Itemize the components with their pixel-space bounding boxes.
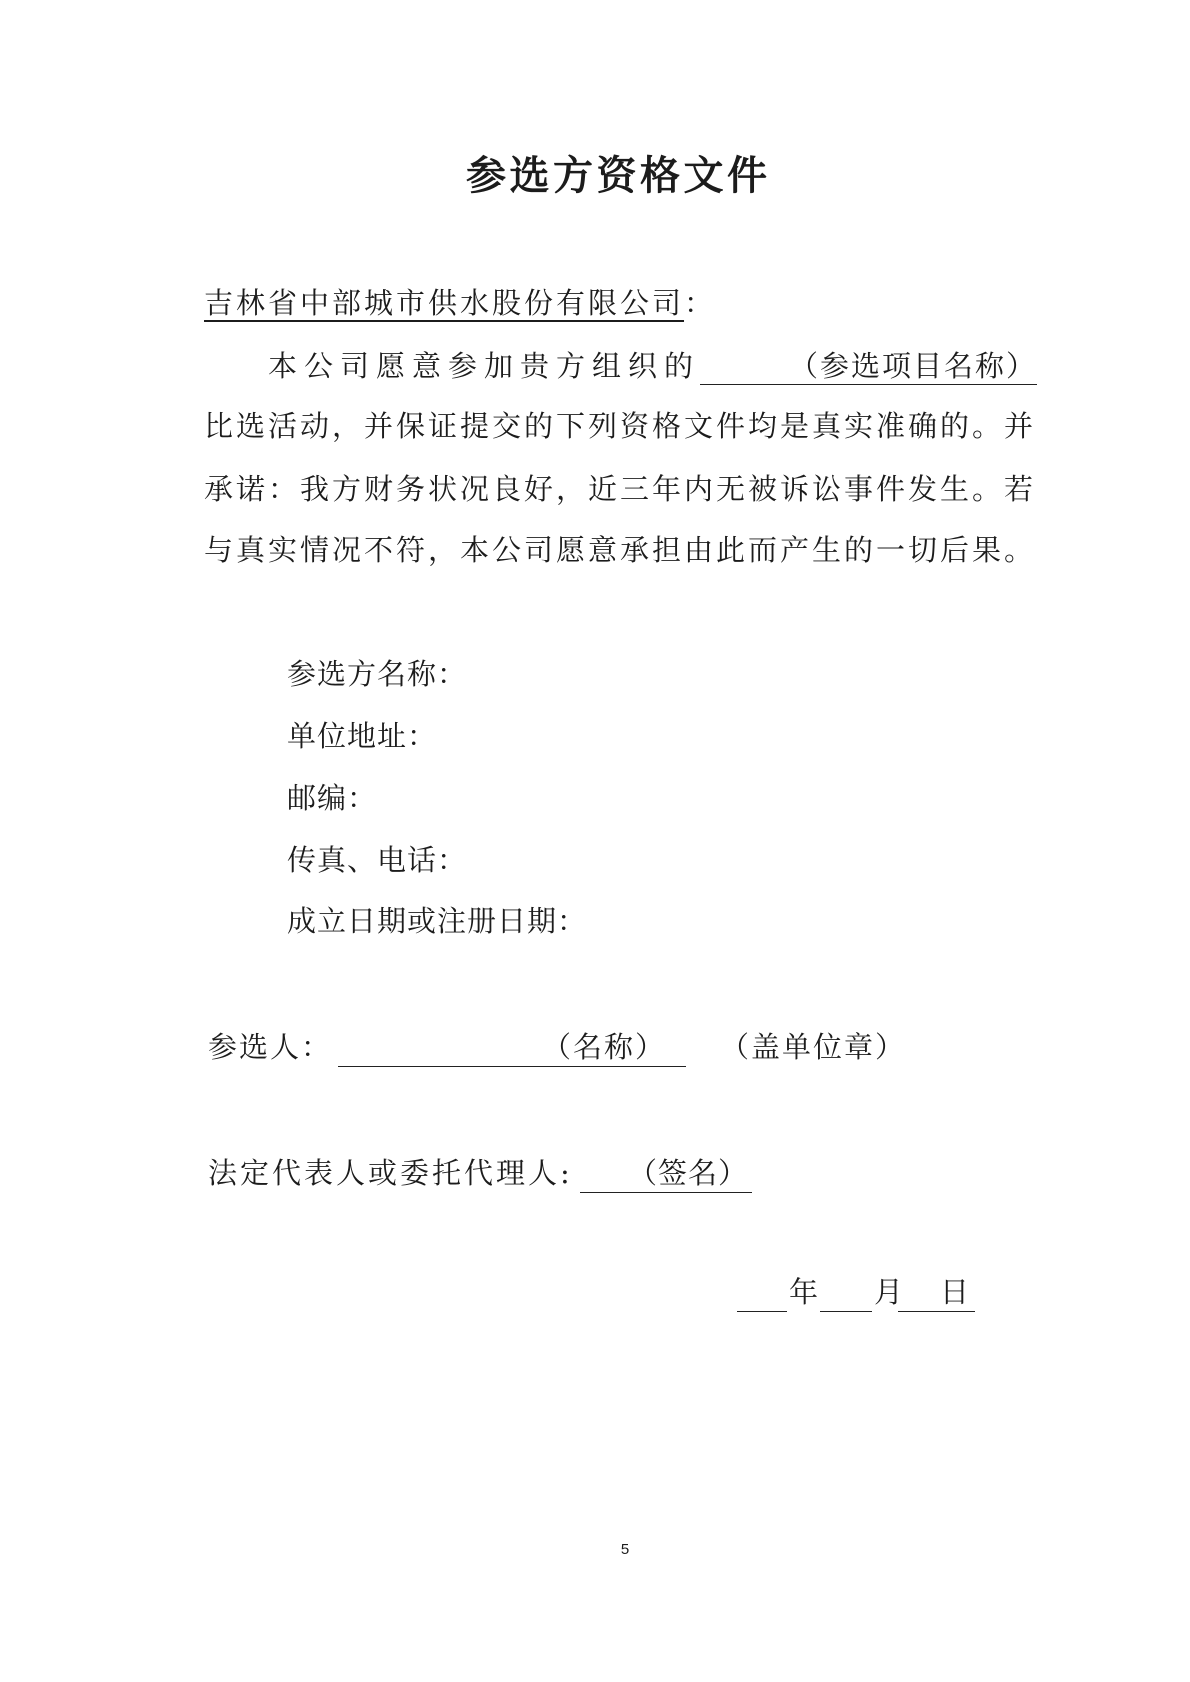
addressee-line: [204, 285, 716, 321]
seal-note: （盖单位章）: [720, 1030, 907, 1064]
page-number: 5: [620, 1541, 630, 1558]
year-blank: [737, 1274, 787, 1312]
day-blank: [898, 1274, 975, 1312]
body-line-2: 比选活动，并保证提交的下列资格文件均是真实准确的。并: [204, 409, 1037, 443]
bidder-name-blank: [338, 1029, 686, 1067]
body-line-1-prefix: 本公司愿意参加贵方组织的: [268, 349, 701, 383]
field-fax-phone-label: 传真、电话：: [287, 843, 468, 877]
body-line-4: 与真实情况不符，本公司愿意承担由此而产生的一切后果。: [204, 533, 1037, 567]
project-name-label: （参选项目名称）: [789, 349, 1038, 383]
month-label: 月: [874, 1275, 904, 1309]
addressee-colon: ：: [684, 286, 717, 320]
year-label: 年: [789, 1275, 819, 1309]
field-address-label: 单位地址：: [287, 719, 438, 753]
bidder-name-label: （名称）: [541, 1030, 666, 1064]
field-establish-date-label: 成立日期或注册日期：: [287, 904, 588, 938]
representative-signature-label: （签名）: [627, 1156, 748, 1190]
representative-label: 法定代表人或委托代理人:: [208, 1156, 573, 1190]
bidder-label: 参选人：: [208, 1030, 333, 1064]
body-line-3: 承诺：我方财务状况良好，近三年内无被诉讼事件发生。若: [204, 472, 1037, 506]
field-postcode-label: 邮编：: [287, 781, 378, 815]
field-bidder-name-label: 参选方名称：: [287, 657, 468, 691]
project-name-blank: [700, 348, 1037, 385]
day-label: 日: [939, 1275, 969, 1309]
page-title: 参选方资格文件: [466, 152, 771, 199]
addressee-name: 吉林省中部城市供水股份有限公司: [204, 286, 685, 320]
body-line-1: [268, 348, 1037, 384]
representative-signature-blank: [580, 1155, 752, 1193]
month-blank: [820, 1274, 872, 1312]
